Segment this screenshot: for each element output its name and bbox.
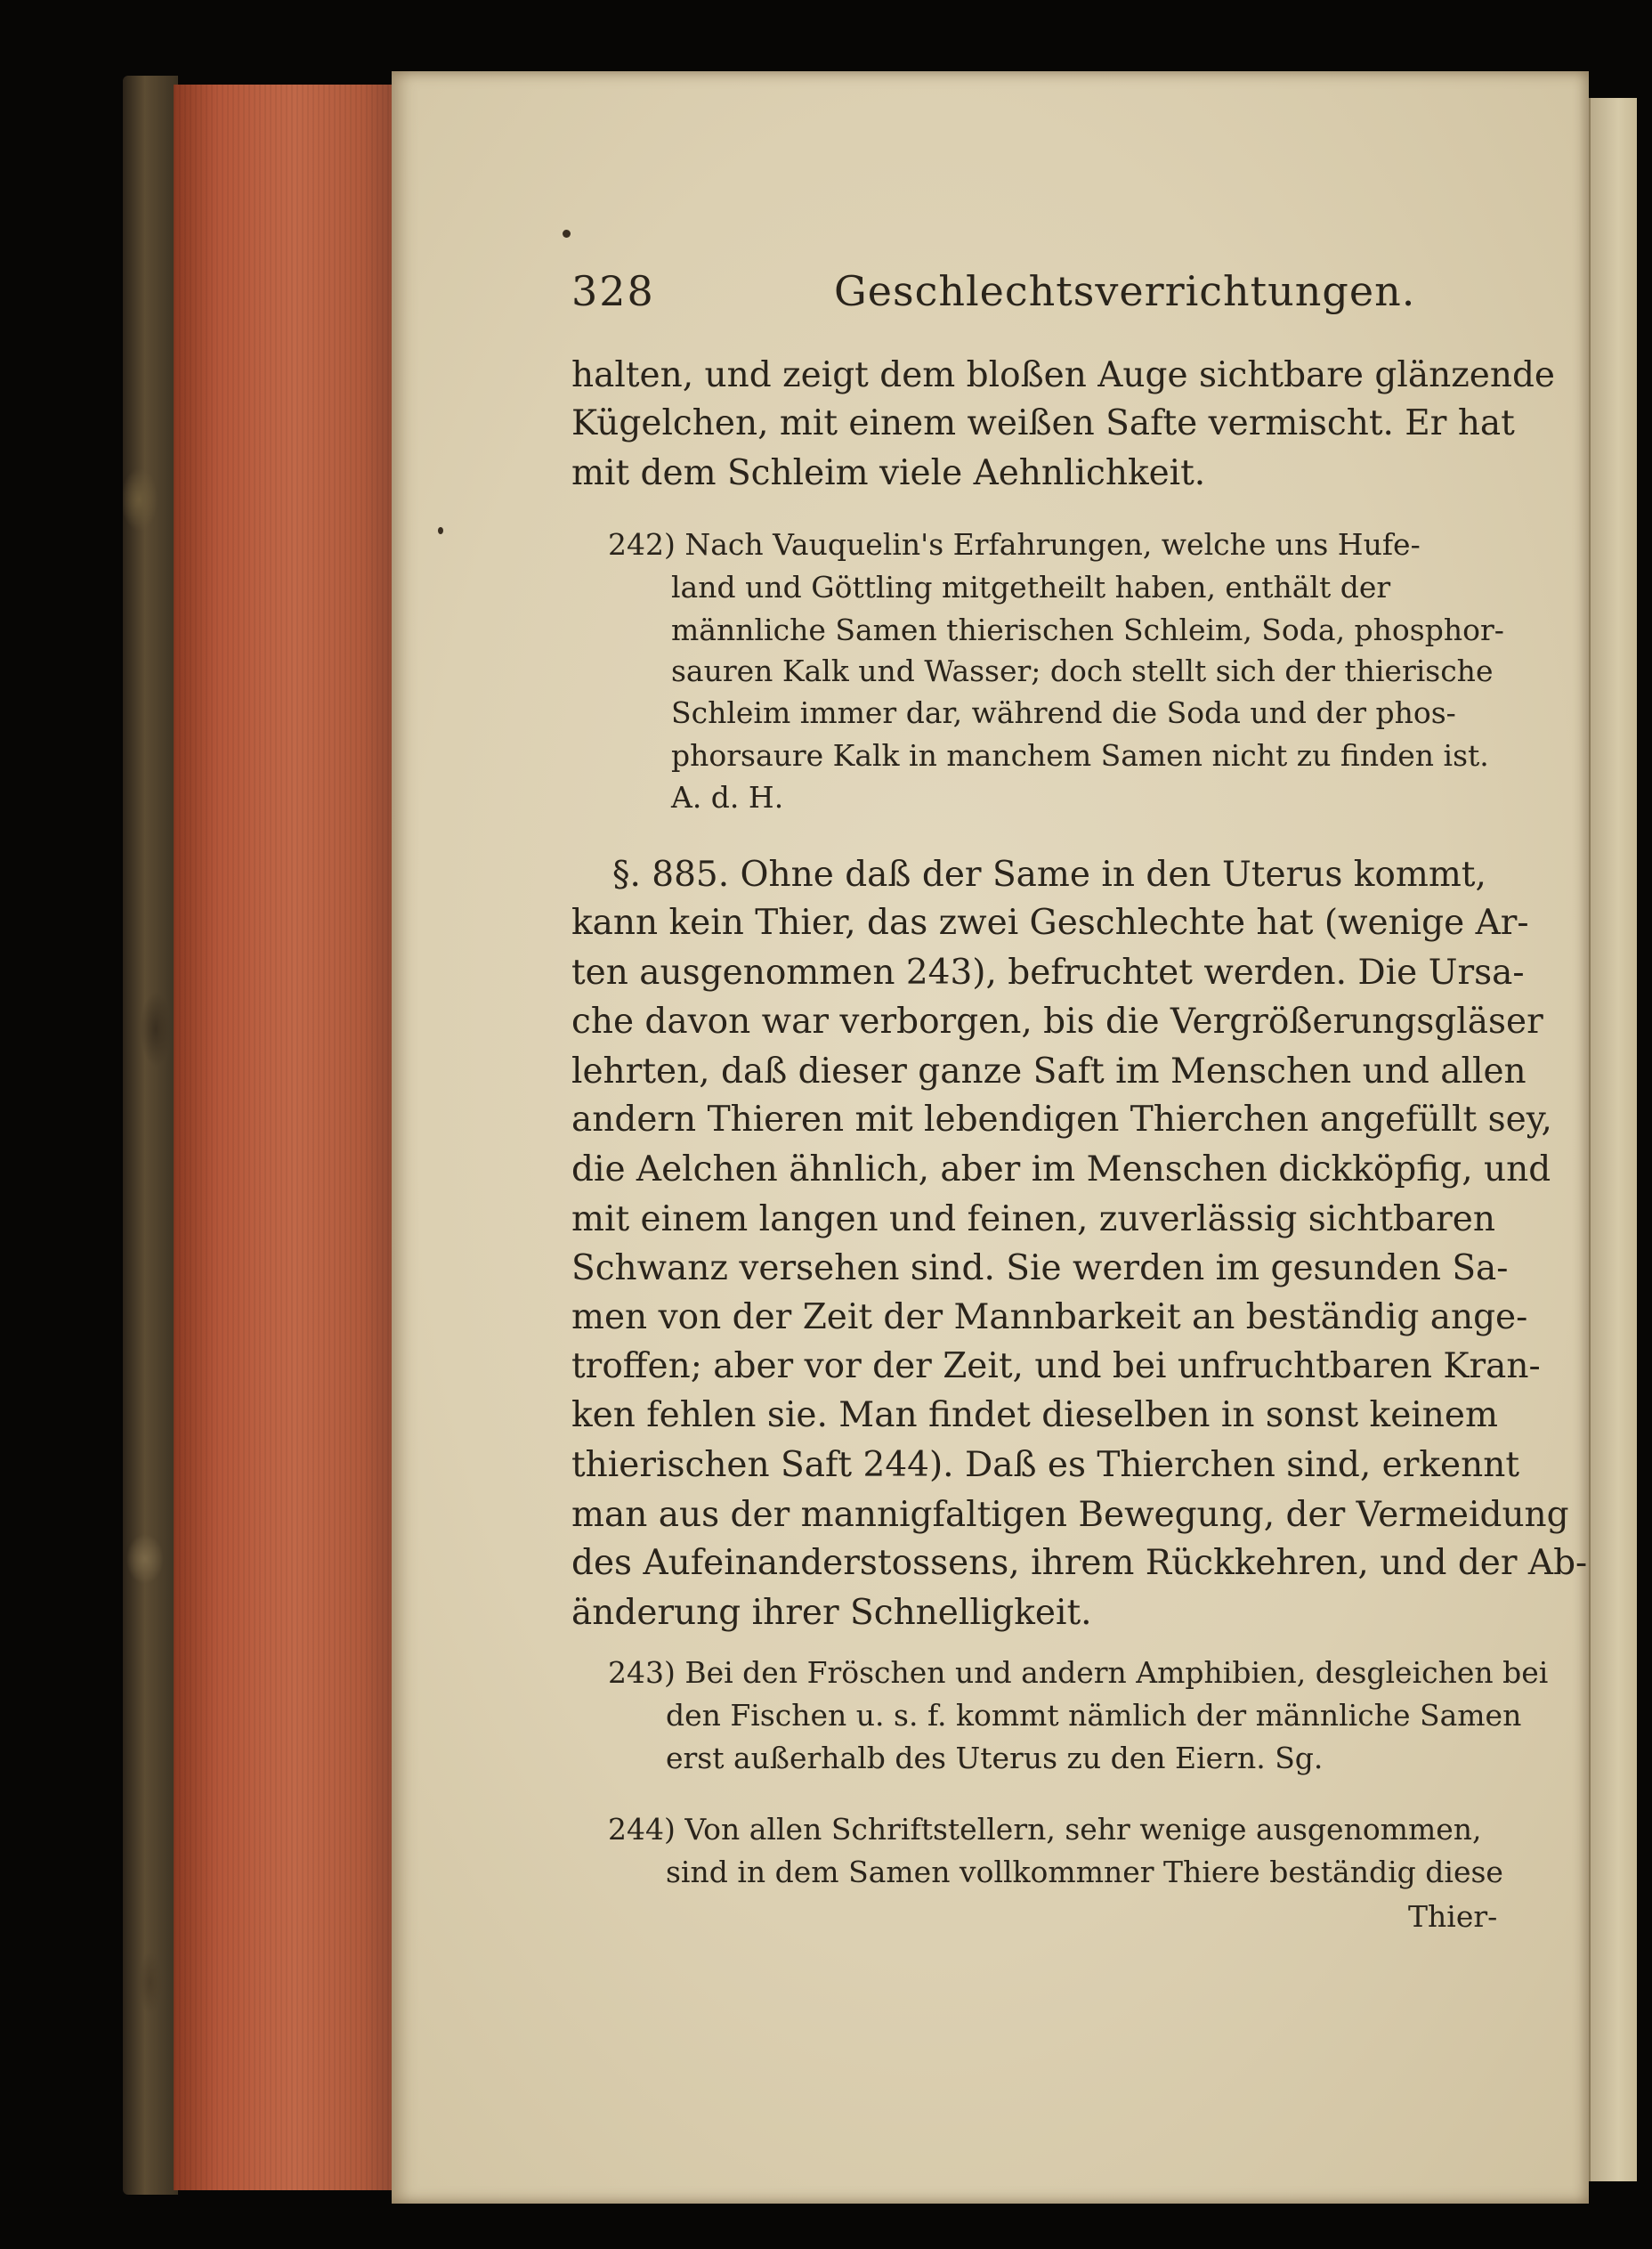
text-line: ken fehlen sie. Man findet dieselben in sonst keinem <box>571 1395 1498 1435</box>
text-line: lehrten, daß dieser ganze Saft im Menschen und allen <box>571 1051 1526 1092</box>
footnote-line: sauren Kalk und Wasser; doch stellt sich der thierische <box>671 654 1494 688</box>
text-line: mit einem langen und feinen, zuverlässig sichtbaren <box>571 1199 1495 1239</box>
text-line: che davon war verborgen, bis die Vergrößerungsgläser <box>571 1002 1543 1042</box>
footnote-line: phorsaure Kalk in manchem Samen nicht zu finden ist. <box>671 738 1489 773</box>
text-line: men von der Zeit der Mannbarkeit an beständig ange- <box>571 1297 1528 1337</box>
running-title: Geschlechtsverrichtungen. <box>834 267 1416 315</box>
text-line: Kügelchen, mit einem weißen Safte vermischt. Er hat <box>571 403 1515 443</box>
footnote-line: Schleim immer dar, während die Soda und der phos- <box>671 695 1456 730</box>
text-line: des Aufeinanderstossens, ihrem Rückkehren, und der Ab- <box>571 1543 1588 1583</box>
footnote-line: A. d. H. <box>671 780 784 815</box>
page-header <box>571 267 1497 338</box>
footnote-line: 244) Von allen Schriftstellern, sehr wenige ausgenommen, <box>608 1812 1482 1847</box>
text-line: ten ausgenommen 243), befruchtet werden. Die Ursa- <box>571 953 1525 993</box>
footnote-line: den Fischen u. s. f. kommt nämlich der männliche Samen <box>666 1698 1522 1733</box>
text-line: die Aelchen ähnlich, aber im Menschen dickköpfig, und <box>571 1149 1551 1189</box>
book-cover-board <box>123 76 178 2195</box>
text-line: halten, und zeigt dem bloßen Auge sichtbare glänzende <box>571 355 1556 395</box>
footnote-line: Thier- <box>1408 1899 1498 1934</box>
text-line: Schwanz versehen sind. Sie werden im gesunden Sa- <box>571 1248 1509 1288</box>
footnote-line: männliche Samen thierischen Schleim, Soda, phosphor- <box>671 613 1504 647</box>
next-page-edge <box>1589 98 1637 2181</box>
text-line: troffen; aber vor der Zeit, und bei unfruchtbaren Kran- <box>571 1346 1541 1386</box>
text-line: änderung ihrer Schnelligkeit. <box>571 1593 1092 1633</box>
text-line: kann kein Thier, das zwei Geschlechte hat (wenige Ar- <box>571 903 1529 943</box>
text-line: thierischen Saft 244). Daß es Thierchen sind, erkennt <box>571 1445 1519 1485</box>
text-line: andern Thieren mit lebendigen Thierchen angefüllt sey, <box>571 1100 1552 1140</box>
page-number: 328 <box>571 267 655 315</box>
ink-spot <box>563 230 571 238</box>
footnote-line: land und Göttling mitgetheilt haben, enthält der <box>671 570 1391 605</box>
footnote-line: sind in dem Samen vollkommner Thiere beständig diese <box>666 1855 1503 1889</box>
footnote-line: 242) Nach Vauquelin's Erfahrungen, welche uns Hufe- <box>608 527 1421 562</box>
footnote-line: 243) Bei den Fröschen und andern Amphibien, desgleichen bei <box>608 1655 1549 1690</box>
text-line: §. 885. Ohne daß der Same in den Uterus kommt, <box>612 855 1486 895</box>
footnote-line: erst außerhalb des Uterus zu den Eiern. Sg. <box>666 1741 1324 1775</box>
page-block-red-edge <box>174 85 396 2190</box>
text-line: man aus der mannigfaltigen Bewegung, der Vermeidung <box>571 1495 1569 1535</box>
text-line: mit dem Schleim viele Aehnlichkeit. <box>571 453 1206 493</box>
ink-spot <box>438 527 443 534</box>
